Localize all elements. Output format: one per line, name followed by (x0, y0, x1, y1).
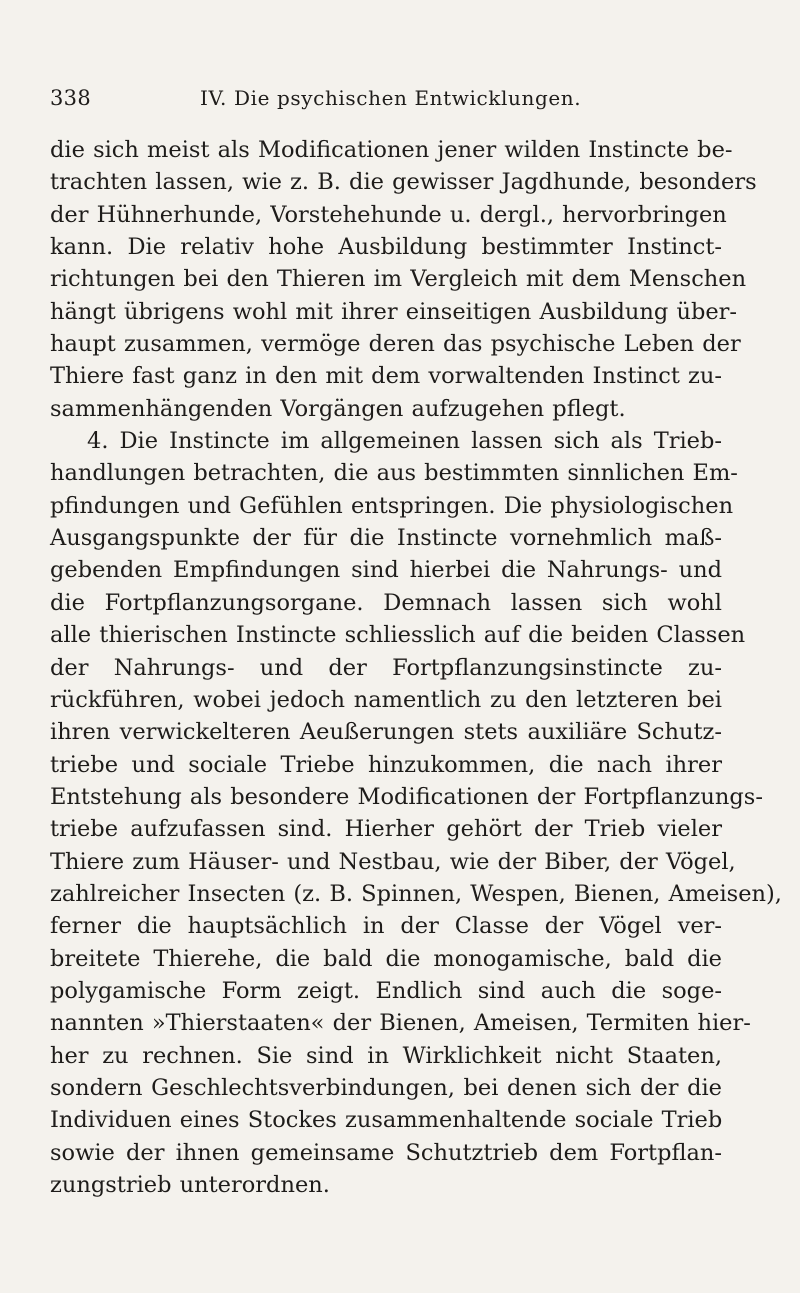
text-line: Thiere zum Häuser- und Nestbau, wie der Biber, der Vögel, (50, 848, 736, 875)
paragraph-end-line: sammenhängenden Vorgängen aufzugehen pflegt. (50, 395, 626, 422)
text-line: polygamische Form zeigt. Endlich sind auch die soge- (50, 977, 722, 1004)
chapter-title: IV. Die psychischen Entwicklungen. (200, 86, 582, 110)
text-line: kann. Die relativ hohe Ausbildung bestimmter Instinct- (50, 234, 722, 261)
text-line: sondern Geschlechtsverbindungen, bei denen sich der die (50, 1074, 722, 1101)
text-line: handlungen betrachten, die aus bestimmten sinnlichen Em- (50, 460, 738, 487)
text-line: alle thierischen Instincte schliesslich auf die beiden Classen (50, 622, 746, 649)
text-line: der Hühnerhunde, Vorstehehunde u. dergl., hervorbringen (50, 201, 727, 228)
text-line: Thiere fast ganz in den mit dem vorwaltenden Instinct zu- (50, 363, 722, 390)
text-line: sowie der ihnen gemeinsame Schutztrieb dem Fortpflan- (50, 1139, 722, 1166)
text-line: haupt zusammen, vermöge deren das psychische Leben der (50, 331, 741, 358)
text-line: Entstehung als besondere Modificationen der Fortpflanzungs- (50, 783, 763, 810)
text-line: triebe aufzufassen sind. Hierher gehört der Trieb vieler (50, 816, 722, 843)
text-line: hängt übrigens wohl mit ihrer einseitigen Ausbildung über- (50, 298, 738, 325)
text-line: die Fortpflanzungsorgane. Demnach lassen sich wohl (50, 589, 722, 616)
text-line: breitete Thierehe, die bald die monogamische, bald die (50, 945, 722, 972)
text-line: her zu rechnen. Sie sind in Wirklichkeit nicht Staaten, (50, 1042, 722, 1069)
paragraph-end-line: zungstrieb unterordnen. (50, 1172, 330, 1198)
text-line: richtungen bei den Thieren im Vergleich mit dem Menschen (50, 266, 747, 293)
page-number: 338 (50, 86, 91, 110)
text-line: die sich meist als Modificationen jener wilden Instincte be- (50, 137, 733, 163)
text-line: nannten »Thierstaaten« der Bienen, Ameisen, Termiten hier- (50, 1010, 751, 1037)
text-line: trachten lassen, wie z. B. die gewisser Jagdhunde, besonders (50, 169, 757, 196)
text-line: pfindungen und Gefühlen entspringen. Die physiologischen (50, 492, 734, 519)
text-line: Individuen eines Stockes zusammenhaltende sociale Trieb (50, 1107, 723, 1134)
body-text (50, 134, 782, 1201)
text-line: rückführen, wobei jedoch namentlich zu den letzteren bei (50, 686, 722, 713)
text-line: ihren verwickelteren Aeußerungen stets auxiliäre Schutz- (50, 719, 722, 746)
text-line: triebe und sociale Triebe hinzukommen, die nach ihrer (50, 751, 722, 778)
text-line: gebenden Empfindungen sind hierbei die Nahrungs- und (50, 557, 722, 584)
text-line: Ausgangspunkte der für die Instincte vornehmlich maß- (50, 525, 722, 552)
paragraph-start-line: 4. Die Instincte im allgemeinen lassen sich als Trieb- (87, 428, 722, 455)
text-line: der Nahrungs- und der Fortpflanzungsinstincte zu- (50, 654, 722, 681)
text-line: zahlreicher Insecten (z. B. Spinnen, Wespen, Bienen, Ameisen), (50, 880, 782, 907)
running-head (50, 86, 750, 116)
text-line: ferner die hauptsächlich in der Classe der Vögel ver- (50, 913, 722, 940)
